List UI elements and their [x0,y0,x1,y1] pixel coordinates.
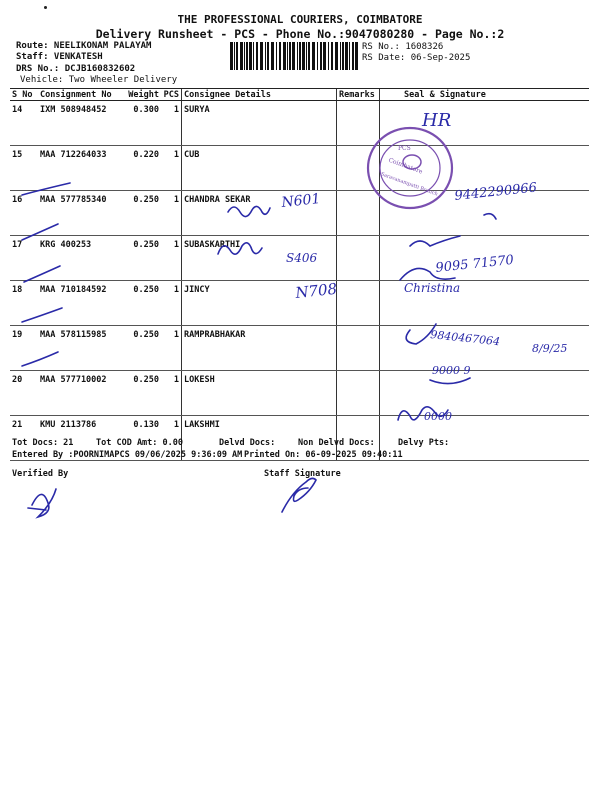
row-consignment: MAA 577785340 [38,191,122,236]
col-consignee: Consignee Details [182,89,337,101]
row-sno: 21 [10,416,38,461]
signature-scribble [410,236,460,246]
strike-mark [22,352,58,366]
company-name: THE PROFESSIONAL COURIERS, COIMBATORE [177,13,423,26]
row-pcs: 1 [161,326,182,371]
row-sno: 20 [10,371,38,416]
hw-text: S406 [286,251,318,265]
tot-docs: Tot Docs: 21 [12,438,74,448]
hw-text: 9095 71570 [434,252,515,276]
row-pcs: 1 [161,416,182,461]
verifier-signature [28,508,46,510]
row-consignment: KRG 400253 [38,236,122,281]
route-label: Route: NEELIKONAM PALAYAM [16,41,152,51]
col-weight: Weight [122,89,161,101]
drs-label: DRS No.: DCJB160832602 [16,64,136,74]
delvy-pts: Delvy Pts: [398,438,450,448]
row-consignee: LAKSHMI [182,416,337,461]
rs-no: RS No.: 1608326 [362,42,444,52]
row-sno: 18 [10,281,38,326]
row-consignment: MAA 578115985 [38,326,122,371]
row-consignee: LOKESH [182,371,337,416]
row-consignment: MAA 712264033 [38,146,122,191]
row-weight: 0.250 [122,326,161,371]
signature-scribble [484,214,496,219]
row-weight: 0.250 [122,371,161,416]
hw-text: 9840467064 [429,328,501,349]
row-consignee: RAMPRABHAKAR [182,326,337,371]
staff-label: Staff: VENKATESH [16,52,103,62]
row-consignment: MAA 710184592 [38,281,122,326]
hw-text: N601 [280,190,322,211]
row-consignment: MAA 577710002 [38,371,122,416]
staff-signature-label: Staff Signature [264,469,341,479]
strike-mark [22,224,58,240]
hw-text: Christina [404,281,461,295]
row-sno: 15 [10,146,38,191]
non-delvd-docs: Non Delvd Docs: [298,438,375,448]
strike-mark [24,266,60,282]
rs-date: RS Date: 06-Sep-2025 [362,53,471,63]
row-weight: 0.220 [122,146,161,191]
hw-text: 8/9/25 [532,342,568,355]
strike-mark [22,183,70,195]
row-weight: 0.250 [122,281,161,326]
entered-by: Entered By :POORNIMAPCS 09/06/2025 9:36:09 AM [12,450,243,460]
verified-by-label: Verified By [12,469,69,479]
tot-cod: Tot COD Amt: 0.00 [96,438,183,448]
row-consignment: IXM 508948452 [38,101,122,146]
row-pcs: 1 [161,101,182,146]
row-pcs: 1 [161,236,182,281]
row-consignee: JINCY [182,281,337,326]
printed-on: Printed On: 06-09-2025 09:40:11 [244,450,403,460]
row-pcs: 1 [161,281,182,326]
hw-text: HR [422,110,452,131]
stamp-text-2: Saravanampatti Branch [379,171,439,198]
hw-text: 9442290966 [453,180,538,204]
col-pcs: PCS [161,89,182,101]
row-consignee: SUBASKARTHI [182,236,337,281]
vehicle-label: Vehicle: Two Wheeler Delivery [20,75,178,85]
row-sno: 17 [10,236,38,281]
row-pcs: 1 [161,146,182,191]
delvd-docs: Delvd Docs: [219,438,276,448]
strike-mark [22,308,62,322]
row-weight: 0.250 [122,191,161,236]
col-remarks: Remarks [337,89,380,101]
row-sno: 19 [10,326,38,371]
row-weight: 0.130 [122,416,161,461]
runsheet-title: Delivery Runsheet - PCS - Phone No.:9047080280 - Page No.:2 [95,27,505,41]
row-consignment: KMU 2113786 [38,416,122,461]
signature-scribble [430,378,470,384]
branch-stamp [368,128,452,208]
hw-text: 0000 [424,410,452,423]
col-signature: Seal & Signature [380,89,590,101]
stamp-text-1: Coimbatore [387,156,424,176]
row-consignee: CUB [182,146,337,191]
staff-signature [282,478,316,512]
row-weight: 0.300 [122,101,161,146]
tamil-handwriting [228,206,270,216]
col-sno: S No [10,89,38,101]
hw-text: 9000 9 [432,364,471,377]
row-pcs: 1 [161,371,182,416]
row-weight: 0.250 [122,236,161,281]
tamil-handwriting [218,243,262,254]
stamp-text-3: PCS [398,145,411,152]
row-pcs: 1 [161,191,182,236]
row-sno: 14 [10,101,38,146]
row-sno: 16 [10,191,38,236]
verifier-signature [32,489,56,517]
hw-text: N708 [294,279,338,302]
col-consignment: Consignment No [38,89,122,101]
row-consignee: SURYA [182,101,337,146]
row-consignee: CHANDRA SEKAR [182,191,337,236]
